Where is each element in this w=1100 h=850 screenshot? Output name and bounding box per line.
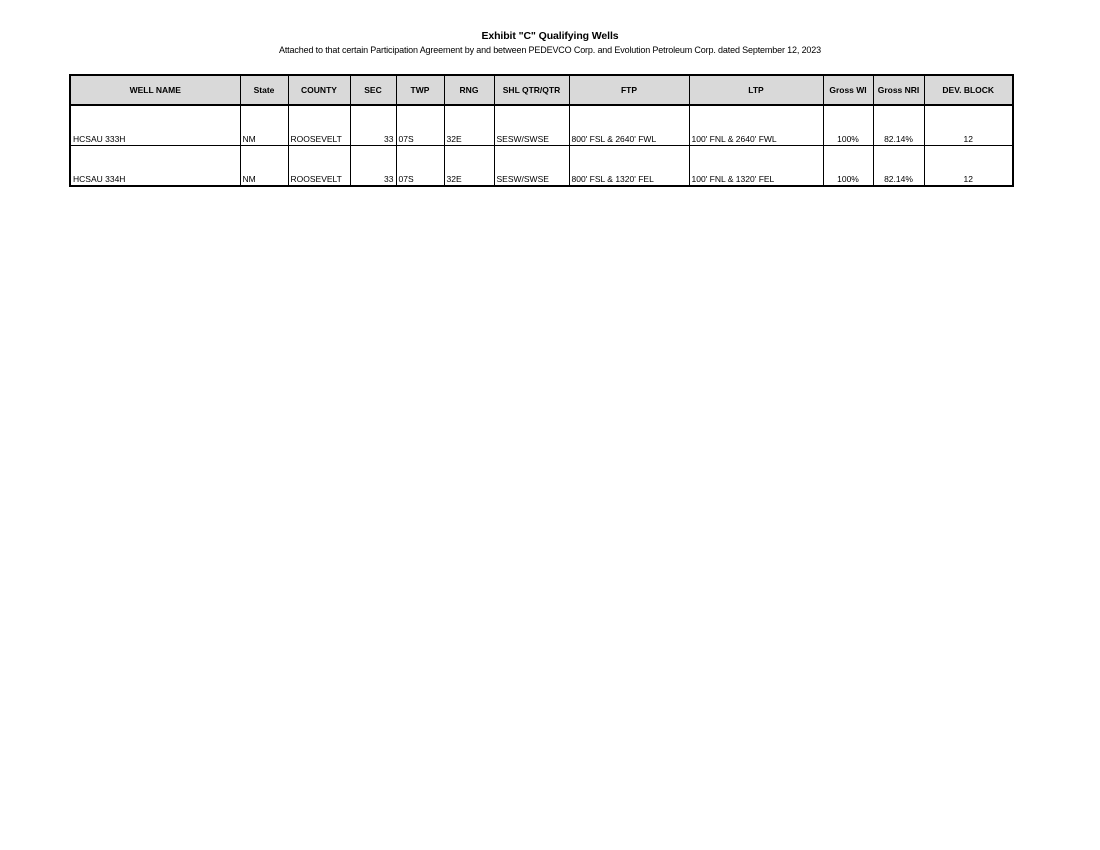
- cell-twp: 07S: [396, 146, 444, 187]
- header-well-name: WELL NAME: [70, 75, 240, 105]
- table-row: [70, 146, 1013, 187]
- cell-rng: 32E: [444, 146, 494, 187]
- header-state: State: [240, 75, 288, 105]
- table-row: [70, 105, 1013, 146]
- cell-sec: 33: [350, 105, 396, 146]
- cell-ltp: 100' FNL & 2640' FWL: [689, 105, 823, 146]
- cell-dev-block: 12: [924, 105, 1013, 146]
- cell-county: ROOSEVELT: [288, 105, 350, 146]
- cell-state: NM: [240, 146, 288, 187]
- header-gross-nri: Gross NRI: [873, 75, 924, 105]
- header-ftp: FTP: [569, 75, 689, 105]
- header-twp: TWP: [396, 75, 444, 105]
- document-subtitle: Attached to that certain Participation Agreement by and between PEDEVCO Corp. and Evolution Petroleum Corp. dated September 12, 2023: [278, 45, 822, 55]
- cell-ftp: 800' FSL & 1320' FEL: [569, 146, 689, 187]
- header-shl-qtr: SHL QTR/QTR: [494, 75, 569, 105]
- cell-ltp: 100' FNL & 1320' FEL: [689, 146, 823, 187]
- cell-shl-qtr: SESW/SWSE: [494, 105, 569, 146]
- cell-twp: 07S: [396, 105, 444, 146]
- header-county: COUNTY: [288, 75, 350, 105]
- cell-well-name: HCSAU 333H: [70, 105, 240, 146]
- table-header-row: [70, 75, 1013, 105]
- cell-dev-block: 12: [924, 146, 1013, 187]
- document-title: Exhibit "C" Qualifying Wells: [481, 30, 619, 42]
- header-dev-block: DEV. BLOCK: [924, 75, 1013, 105]
- cell-gross-wi: 100%: [823, 105, 873, 146]
- cell-well-name: HCSAU 334H: [70, 146, 240, 187]
- cell-sec: 33: [350, 146, 396, 187]
- cell-rng: 32E: [444, 105, 494, 146]
- cell-ftp: 800' FSL & 2640' FWL: [569, 105, 689, 146]
- header-gross-wi: Gross WI: [823, 75, 873, 105]
- cell-county: ROOSEVELT: [288, 146, 350, 187]
- header-sec: SEC: [350, 75, 396, 105]
- qualifying-wells-table: [69, 74, 1014, 187]
- cell-gross-nri: 82.14%: [873, 105, 924, 146]
- header-ltp: LTP: [689, 75, 823, 105]
- cell-state: NM: [240, 105, 288, 146]
- cell-gross-nri: 82.14%: [873, 146, 924, 187]
- header-rng: RNG: [444, 75, 494, 105]
- cell-gross-wi: 100%: [823, 146, 873, 187]
- cell-shl-qtr: SESW/SWSE: [494, 146, 569, 187]
